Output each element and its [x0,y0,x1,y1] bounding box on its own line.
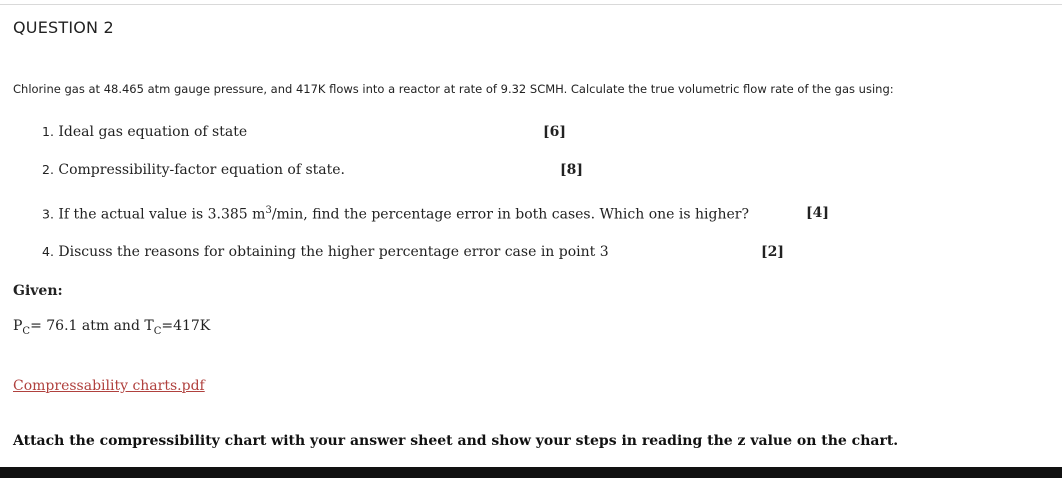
given-parameters [13,318,210,337]
item-text: Ideal gas equation of state [58,124,248,140]
list-item [42,162,345,178]
instruction-note: Attach the compressibility chart with your answer sheet and show your steps in reading the z value on the chart. [13,433,899,449]
bottom-bar [0,467,1062,478]
item-marks: [4] [806,205,829,221]
pc-symbol: P [13,318,23,334]
item-text: If the actual value is 3.385 m [58,206,266,223]
item-marks: [2] [761,244,784,260]
given-label: Given: [13,283,63,299]
item-marks: [8] [560,162,583,178]
top-divider [0,4,1062,5]
superscript: 3 [265,205,272,216]
question-title: QUESTION 2 [13,18,114,37]
pc-subscript: C [22,325,31,337]
question-prompt: Chlorine gas at 48.465 atm gauge pressure, and 417K flows into a reactor at rate of 9.32 SCMH. Calculate the true volumetric flow rate of the gas using: [13,82,894,96]
item-number: 4. [42,244,54,259]
item-text: Compressibility-factor equation of state. [58,162,346,178]
item-number: 2. [42,162,54,177]
item-marks: [6] [543,124,566,140]
item-number: 1. [42,124,54,139]
pc-value: = 76.1 atm and T [30,318,154,334]
item-text: Discuss the reasons for obtaining the higher percentage error case in point 3 [58,244,609,260]
tc-subscript: C [153,325,162,337]
list-item [42,244,609,260]
item-text-continued: /min, find the percentage error in both cases. Which one is higher? [271,206,749,223]
list-item [42,124,247,140]
item-number: 3. [42,206,54,222]
attachment-link[interactable]: Compressability charts.pdf [13,378,205,394]
list-item [42,205,749,223]
tc-value: =417K [161,318,211,334]
